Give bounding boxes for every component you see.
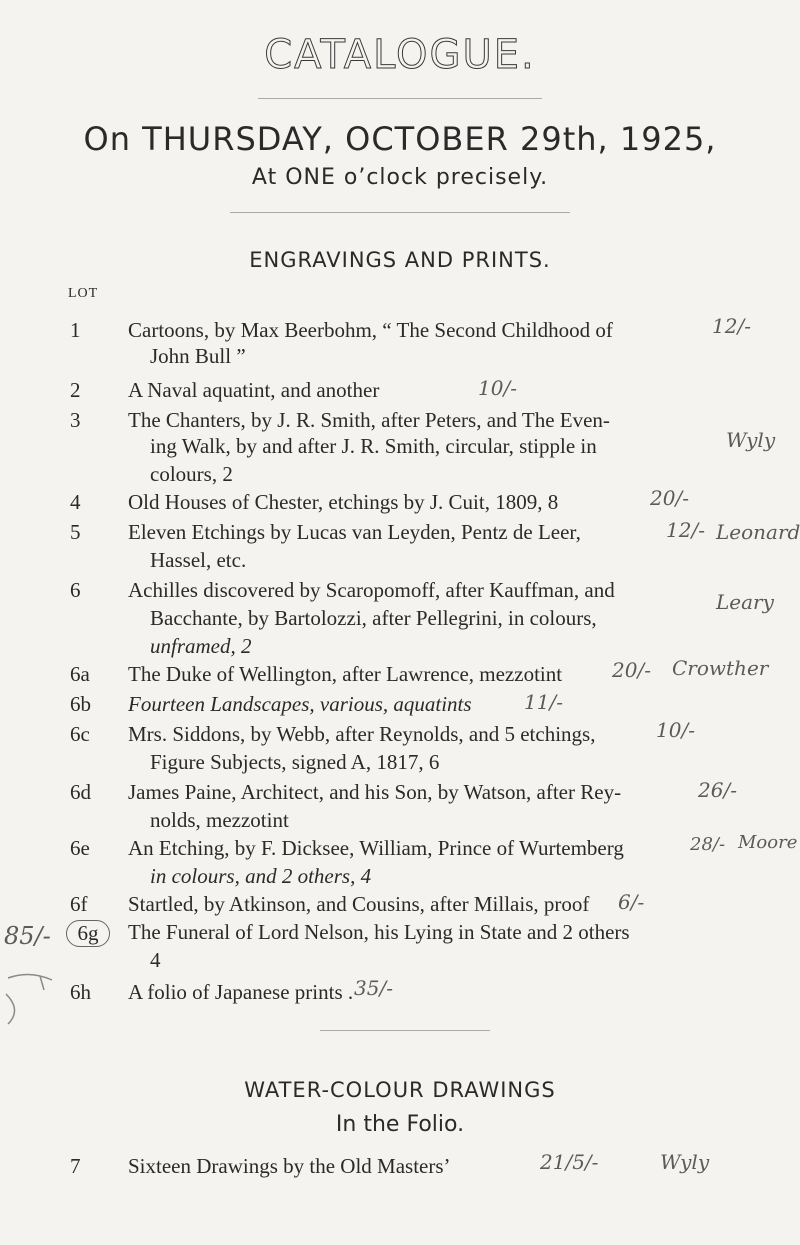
lot-6-line-2: Bacchante, by Bartolozzi, after Pellegrini, in colours, <box>150 606 597 630</box>
lot-3-buyer: Wyly <box>726 428 776 452</box>
lot-number: 4 <box>70 490 81 514</box>
lot-3-line-3: colours, 2 <box>150 462 233 486</box>
lot-1-line-2: John Bull ” <box>150 344 246 368</box>
header-rule <box>230 212 570 213</box>
lot-6g-line-2: 4 <box>150 948 161 972</box>
sale-date: On THURSDAY, OCTOBER 29th, 1925, <box>83 120 717 158</box>
lot-number: 5 <box>70 520 81 544</box>
lot-6-line-1: Achilles discovered by Scaropomoff, after Kauffman, and <box>128 578 615 602</box>
lot-1-price: 12/- <box>712 314 751 338</box>
lot-6e-price: 28/- <box>690 834 726 855</box>
lot-column-header: LOT <box>68 286 99 301</box>
lot-6-buyer: Leary <box>716 590 774 614</box>
lot-2-line-1: A Naval aquatint, and another <box>128 378 380 402</box>
lot-6d-line-2: nolds, mezzotint <box>150 808 289 832</box>
lot-7-line-1: Sixteen Drawings by the Old Masters’ <box>128 1154 451 1178</box>
sale-time: At ONE o’clock precisely. <box>251 165 549 190</box>
lot-5-price: 12/- <box>666 518 705 542</box>
lot-6e-line-2: in colours, and 2 others, 4 <box>150 864 372 888</box>
watercolour-section-subtitle: In the Folio. <box>335 1112 465 1137</box>
lot-6b-price: 11/- <box>524 690 563 714</box>
lot-6g-line-1: The Funeral of Lord Nelson, his Lying in State and 2 others <box>128 920 630 944</box>
lot-number: 1 <box>70 318 81 342</box>
lot-number: 6c <box>70 722 90 746</box>
lot-6e-line-1: An Etching, by F. Dicksee, William, Prince of Wurtemberg <box>128 836 624 860</box>
lot-number: 2 <box>70 378 81 402</box>
lot-6h-price: 35/- <box>354 976 393 1000</box>
lot-number-circled: 6g <box>66 920 110 947</box>
lot-6f-line-1: Startled, by Atkinson, and Cousins, after Millais, proof <box>128 892 590 916</box>
lot-number: 6a <box>70 662 90 686</box>
lot-6g-margin-price: 85/- <box>4 922 51 950</box>
title-rule <box>258 98 542 99</box>
section-rule <box>320 1030 490 1031</box>
lot-6h-line-1: A folio of Japanese prints . <box>128 980 354 1004</box>
engravings-section-title: ENGRAVINGS AND PRINTS. <box>249 248 551 272</box>
lot-6f-price: 6/- <box>618 890 645 914</box>
lot-1-line-1: Cartoons, by Max Beerbohm, “ The Second Childhood of <box>128 318 613 342</box>
lot-6a-buyer: Crowther <box>672 656 769 680</box>
lot-6e-buyer: Moore <box>738 832 798 853</box>
lot-6b-line-1: Fourteen Landscapes, various, aquatints <box>128 692 472 716</box>
lot-number: 6e <box>70 836 90 860</box>
lot-number: 6d <box>70 780 91 804</box>
lot-6d-line-1: James Paine, Architect, and his Son, by Watson, after Rey- <box>128 780 622 804</box>
lot-6c-line-2: Figure Subjects, signed A, 1817, 6 <box>150 750 440 774</box>
lot-5-line-2: Hassel, etc. <box>150 548 247 572</box>
catalogue-title: CATALOGUE. <box>264 32 536 78</box>
lot-2-price: 10/- <box>478 376 517 400</box>
lot-6c-price: 10/- <box>656 718 695 742</box>
lot-6d-price: 26/- <box>698 778 737 802</box>
lot-4-price: 20/- <box>650 486 689 510</box>
lot-7-price: 21/5/- <box>540 1150 599 1174</box>
lot-6-line-3: unframed, 2 <box>150 634 252 658</box>
watercolour-section-title: WATER-COLOUR DRAWINGS <box>244 1078 556 1102</box>
lot-6a-price: 20/- <box>612 658 651 682</box>
lot-4-line-1: Old Houses of Chester, etchings by J. Cuit, 1809, 8 <box>128 490 559 514</box>
lot-6a-line-1: The Duke of Wellington, after Lawrence, mezzotint <box>128 662 563 686</box>
lot-number: 6h <box>70 980 91 1004</box>
lot-number: 6f <box>70 892 88 916</box>
lot-7-buyer: Wyly <box>660 1150 710 1174</box>
lot-6c-line-1: Mrs. Siddons, by Webb, after Reynolds, and 5 etchings, <box>128 722 596 746</box>
lot-5-line-1: Eleven Etchings by Lucas van Leyden, Pentz de Leer, <box>128 520 581 544</box>
lot-3-line-2: ing Walk, by and after J. R. Smith, circular, stipple in <box>150 434 597 458</box>
lot-number: 7 <box>70 1154 81 1178</box>
lot-description-line <box>128 316 688 344</box>
lot-number: 6 <box>70 578 81 602</box>
margin-scrawl-mark <box>0 972 70 1038</box>
lot-3-line-1: The Chanters, by J. R. Smith, after Peters, and The Even- <box>128 408 610 432</box>
lot-number: 6b <box>70 692 91 716</box>
lot-number: 3 <box>70 408 81 432</box>
lot-5-buyer: Leonard <box>716 520 800 544</box>
